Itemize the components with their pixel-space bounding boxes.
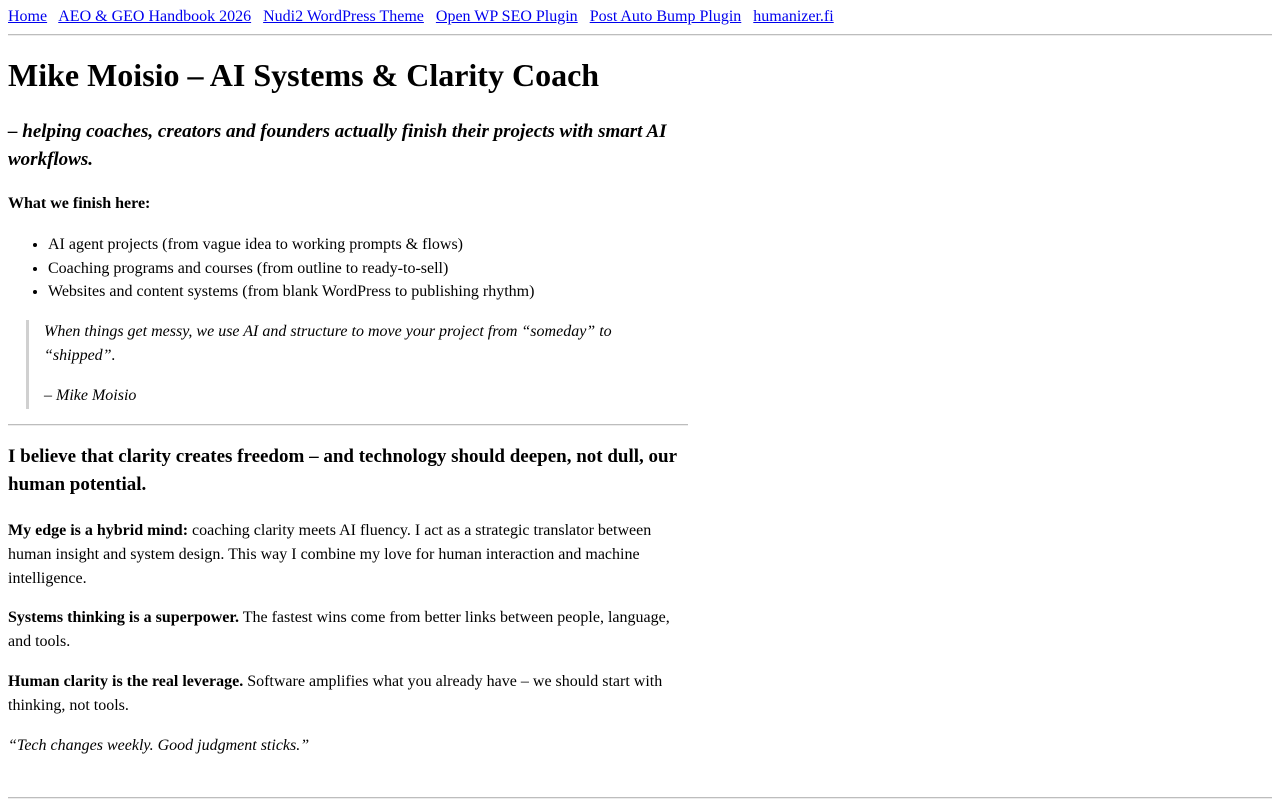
paragraph-systems-thinking	[8, 606, 678, 654]
nav-link-post-auto-bump[interactable]	[590, 8, 746, 25]
paragraph-text: coaching clarity meets AI fluency. I act as a strategic translator between human insight and system design. This way I combine my love for human interaction and machine intelligence.	[8, 522, 652, 587]
nav-link-open-wp-seo[interactable]	[436, 8, 582, 25]
paragraph-human-clarity	[8, 670, 678, 718]
nav-link-home[interactable]	[8, 8, 51, 25]
motto: “Tech changes weekly. Good judgment sticks.”	[8, 737, 310, 754]
page-title: Mike Moisio – AI Systems & Clarity Coach	[8, 57, 600, 93]
top-navigation	[8, 7, 838, 27]
pull-quote	[26, 320, 654, 409]
nav-link-humanizer[interactable]	[753, 8, 833, 25]
nav-link-label: Post Auto Bump Plugin	[589, 8, 742, 25]
tagline: – helping coaches, creators and founders actually finish their projects with smart AI workflows.	[8, 121, 667, 170]
nav-link-label: humanizer.fi	[753, 8, 834, 25]
nav-link-label: Nudi2 WordPress Theme	[263, 8, 424, 25]
list-item: • AI agent projects (from vague idea to working prompts & flows)	[48, 233, 534, 257]
list-item: • Websites and content systems (from blank WordPress to publishing rhythm)	[48, 280, 534, 304]
paragraph-text: The fastest wins come from better links between people, language, and tools.	[8, 609, 670, 650]
paragraph-lead: My edge is a hybrid mind:	[8, 522, 189, 539]
paragraph-lead: Systems thinking is a superpower.	[8, 609, 240, 626]
paragraph-hybrid-mind	[8, 519, 678, 591]
nav-divider	[8, 34, 1272, 36]
paragraph-lead: Human clarity is the real leverage.	[8, 673, 244, 690]
quote-author: – Mike Moisio	[44, 387, 137, 404]
nav-link-label: AEO & GEO Handbook 2026	[58, 8, 252, 25]
nav-link-nudi2-theme[interactable]	[263, 8, 428, 25]
list-item: • Coaching programs and courses (from outline to ready-to-sell)	[48, 257, 534, 281]
finish-heading: What we finish here:	[8, 195, 151, 212]
paragraph-text: Software amplifies what you already have – we should start with thinking, not tools.	[8, 673, 663, 714]
nav-link-aeo-geo-handbook[interactable]	[58, 8, 255, 25]
section-divider	[8, 424, 688, 426]
finish-list	[8, 233, 534, 304]
belief-heading: I believe that clarity creates freedom – and technology should deepen, not dull, our human potential.	[8, 446, 677, 495]
nav-link-label: Open WP SEO Plugin	[435, 8, 578, 25]
nav-link-label: Home	[8, 8, 48, 25]
footer-divider	[8, 797, 1272, 799]
quote-text: When things get messy, we use AI and structure to move your project from “someday” to “shipped”.	[44, 323, 612, 364]
